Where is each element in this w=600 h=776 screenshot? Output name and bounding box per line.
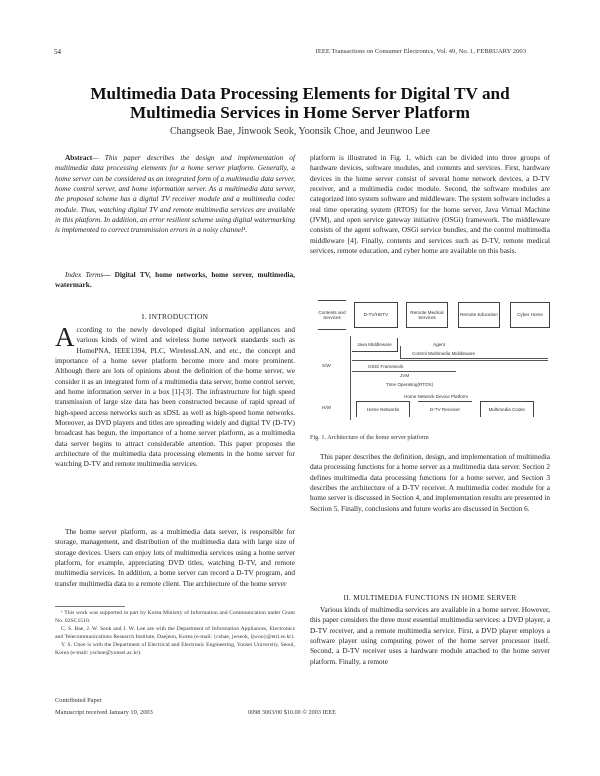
- row-label-hw: H/W: [322, 405, 331, 410]
- intro-paragraph-4: [310, 452, 550, 514]
- paper-title: [0, 84, 600, 122]
- osgi-rule: [352, 371, 456, 372]
- index-terms-text: — Digital TV, home networks, home server, multimedia, watermark.: [55, 270, 295, 290]
- row-label-contents: Contents and Services: [318, 300, 346, 330]
- intro-p4-text: This paper describes the definition, design, and implementation of multimedia data processing functions for a home server as a multimedia data server. Section 2 defines multimedia data processing functions for a home server, and Section 3 describes the architecture of a D-TV receiver. A multimedia codec module for a home server is discussed in Section 4, and implementation results are presented in Section 5. Finally, conclusions and future works are discussed in Section 6.: [310, 452, 550, 513]
- page-number: 54: [54, 48, 61, 56]
- middleware-box: Java Middleware: [352, 338, 398, 352]
- abstract-text: — This paper describes the design and implementation of multimedia data processing elements for a home server platform. Generally, a home server can be considered as an integrated form of a multimedia data server, home control server, and home information server. As a multimedia data server, the proposed scheme has a digital TV receiver module and a multimedia codec module. Thus, watching digital TV and remote multimedia services are available in this platform. In addition, an error resilient scheme using digital watermarking is implemented to correct transmission errors in a noisy channel¹.: [55, 153, 295, 235]
- footnote-3: Y. S. Choe is with the Department of Electrical and Electronic Engineering, Yonsei University, Seoul, Korea (e-mail: yschoe@yonsei.ac.kr).: [55, 642, 295, 656]
- section-heading-multimedia-functions: II. MULTIMEDIA FUNCTIONS IN HOME SERVER: [343, 593, 517, 602]
- middleware-rule: [400, 358, 548, 359]
- osgi-framework-label: OSGi Framework: [368, 364, 404, 369]
- footnote-divider: [55, 606, 125, 607]
- row-label-sw: S/W: [322, 363, 331, 368]
- title-line-2: Multimedia Services in Home Server Platform: [130, 103, 470, 122]
- footnote-1: ¹ This work was supported in part by Korea Ministry of Information and Communication under Grant No. 02SC1510.: [55, 610, 295, 624]
- journal-header: IEEE Transactions on Consumer Electronics, Vol. 49, No. 1, FEBRUARY 2003: [315, 48, 526, 55]
- hw-box-home-networks: Home Networks: [356, 401, 410, 417]
- middleware-divider: [400, 346, 401, 358]
- authors: Changseok Bae, Jinwook Seok, Yoonsik Choe, and Jeunwoo Lee: [170, 126, 430, 137]
- intro-p3-text: platform is illustrated in Fig. 1, which can be divided into three groups of hardware devices, software modules, and contents and services. First, hardware devices in the home server consist of several home network devices, a D-TV receiver, and a multimedia codec module. Second, the software modules are categorized into system software and middleware. The system software includes a real time operating system (RTOS) for the home server, Java Virtual Machine (JVM), and open service gateway initiative (OSGi) framework. The middleware consists of the agent software, OSGi service bundles, and the control multimedia middleware [4]. Finally, contents and services such as D-TV, remote medical services, remote education, and cyber home are available on this basis.: [310, 153, 550, 256]
- intro-paragraph-1: [55, 322, 295, 470]
- figure-1-architecture-diagram: [318, 300, 550, 420]
- contributed-paper-label: Contributed Paper: [55, 697, 102, 704]
- sw-left-divider: [350, 336, 351, 392]
- manuscript-received: Manuscript received January 10, 2003: [55, 709, 153, 716]
- hw-platform-label: Home Network Device Platform: [404, 394, 469, 399]
- abstract: [55, 153, 295, 236]
- sw-rule: [352, 360, 548, 361]
- section-heading-introduction: I. INTRODUCTION: [141, 312, 209, 321]
- footnote-2: C. S. Bae, J. W. Seok and J. W. Lee are with the Department of Information Appliances, Electronics and Telecommunications Research Institute, Daejeon, Korea (e-mail: {csbae, jwseok, ljwoo}@etri.re.kr).: [55, 626, 295, 640]
- jvm-label: JVM: [400, 373, 410, 378]
- figure-1-caption: Fig. 1. Architecture of the home server platform: [310, 434, 429, 441]
- index-terms-label: Index Terms: [65, 270, 104, 279]
- hw-left-divider: [350, 392, 351, 420]
- rtos-label: Time Operating(RTOS): [386, 382, 434, 387]
- intro-paragraph-2: [55, 527, 295, 589]
- service-box-medical: Remote Medical Services: [406, 302, 448, 328]
- sec2-paragraph-1: [310, 605, 550, 667]
- intro-p1-text: ccording to the newly developed digital information appliances and various kinds of wired and wireless home network standards such as HomePNA, IEEE1394, PLC, WirelessLAN, and etc., the concept and importance of a home sever platform become more and more prominent. Although there are lots of opinions about the definition of the home server, we consider it as an integrated form of a multimedia data server, home control server, and home information server in a box [1]-[3]. The infrastructure for high speed transmission of large size data has been constructed because of rapid spread of high-speed access networks such as xDSL as well as high-speed home networks. Moreover, as DVD players and titles are spreading widely and digital TV (D-TV) broadcast has begun, the importance of a home server platform, as a multimedia data server begins to attract considerable attention. This paper proposes the architecture of the multimedia data processing elements in the home server for watching D-TV and remote multimedia services.: [55, 325, 295, 469]
- title-line-1: Multimedia Data Processing Elements for Digital TV and: [90, 84, 510, 103]
- sec2-p1-text: Various kinds of multimedia services are available in a home server. However, this paper considers the three most essential multimedia services: a DVD player, a D-TV receiver, and a remote multimedia service. First, a DVD player employs a software player using computing power of the home server processor itself. Second, a D-TV receiver uses a hardware module attached to the home server platform. Finally, a remote: [310, 605, 550, 666]
- service-box-cyber-home: Cyber Home: [510, 302, 550, 328]
- hw-box-dtv-receiver: D-TV Receiver: [418, 401, 472, 417]
- index-terms: [55, 270, 295, 291]
- intro-paragraph-3: [310, 153, 550, 256]
- footnotes: [55, 609, 295, 657]
- service-box-dtv: D-TV/HDTV: [354, 302, 398, 328]
- intro-p2-text: The home server platform, as a multimedia data server, is responsible for storage, management, and distribution of the multimedia data with large size of storage devices. Users can enjoy lots of multimedia services using a home server platform, for example, appreciating DVD titles, watching D-TV, and remote multimedia services. In addition, a home server can record a D-TV program, and transfer multimedia data to a remote client. The architecture of the home server: [55, 527, 295, 588]
- service-box-education: Remote Education: [458, 302, 500, 328]
- hw-box-multimedia-codec: Multimedia Codec: [480, 401, 534, 417]
- control-middleware-label: Control Multimedia Middleware: [412, 351, 476, 356]
- agent-label: Agent: [433, 342, 446, 347]
- issn-copyright: 0098 3063/00 $10.00 © 2003 IEEE: [248, 709, 336, 716]
- dropcap: A: [55, 322, 75, 352]
- abstract-label: Abstract: [65, 153, 93, 162]
